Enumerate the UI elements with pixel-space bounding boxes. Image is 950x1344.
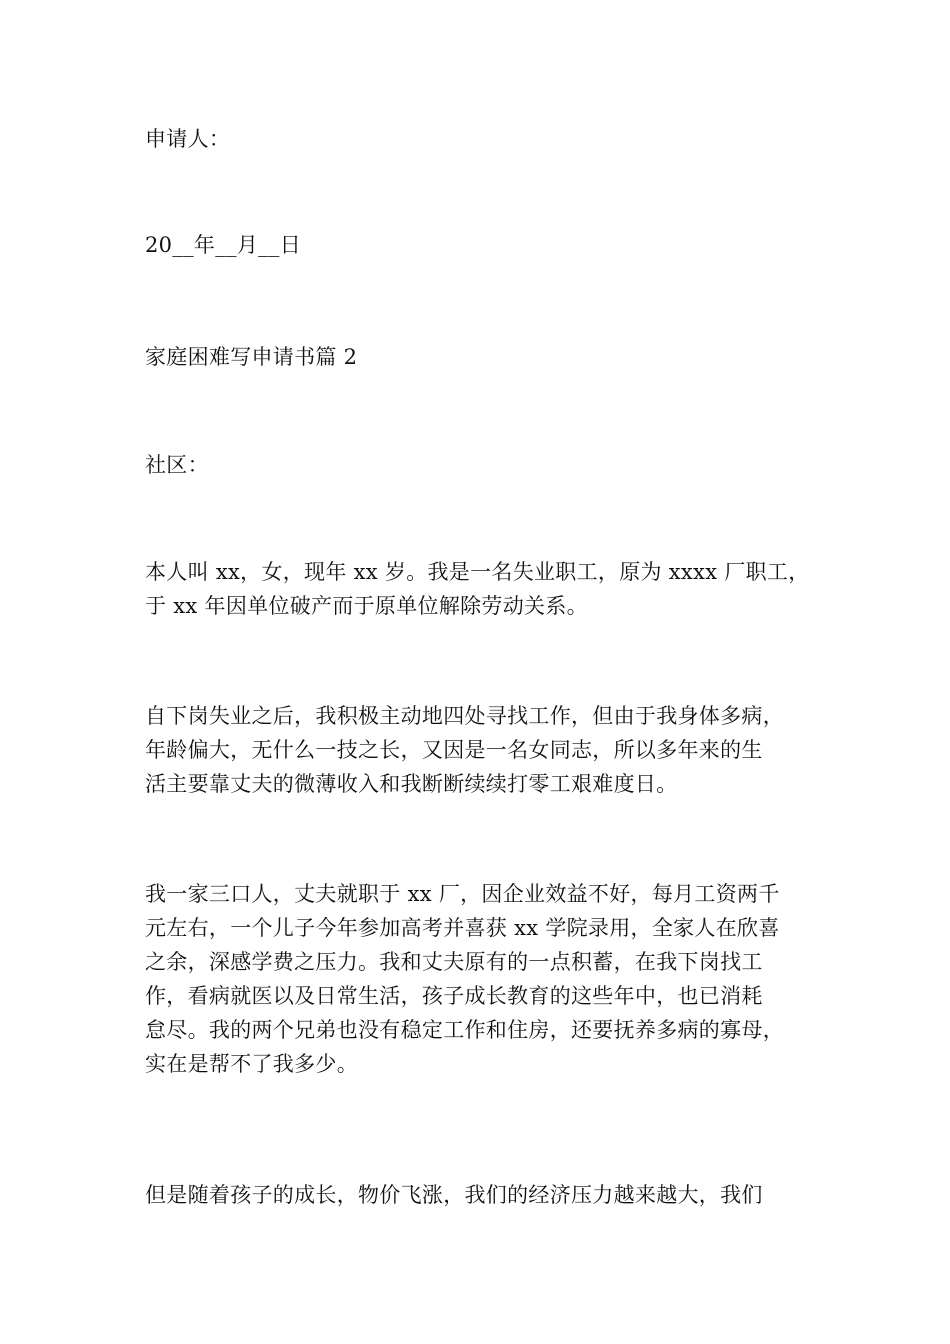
text-line: 实在是帮不了我多少。 — [145, 1052, 358, 1076]
paragraph-1 — [145, 555, 815, 623]
paragraph-3 — [145, 877, 815, 1081]
section-title — [145, 340, 815, 374]
text-line: 活主要靠丈夫的微薄收入和我断断续续打零工艰难度日。 — [145, 772, 678, 796]
text-line: 元左右，一个儿子今年参加高考并喜获 xx 学院录用，全家人在欣喜 — [145, 916, 780, 940]
text-line: 20__年__月__日 — [145, 233, 302, 257]
text-line: 但是随着孩子的成长，物价飞涨，我们的经济压力越来越大，我们 — [145, 1183, 763, 1207]
text-line: 怠尽。我的两个兄弟也没有稳定工作和住房，还要抚养多病的寡母， — [145, 1018, 784, 1042]
text-line: 作，看病就医以及日常生活，孩子成长教育的这些年中，也已消耗 — [145, 984, 763, 1008]
applicant-label — [145, 122, 815, 156]
date-line — [145, 228, 815, 262]
paragraph-2 — [145, 699, 815, 801]
text-line: 我一家三口人，丈夫就职于 xx 厂，因企业效益不好，每月工资两千 — [145, 882, 780, 906]
text-line: 本人叫 xx，女，现年 xx 岁。我是一名失业职工，原为 xxxx 厂职工， — [145, 560, 810, 584]
text-line: 社区： — [145, 453, 209, 477]
text-line: 自下岗失业之后，我积极主动地四处寻找工作，但由于我身体多病， — [145, 704, 784, 728]
addressee — [145, 448, 815, 482]
text-line: 家庭困难写申请书篇 2 — [145, 345, 358, 369]
text-line: 于 xx 年因单位破产而于原单位解除劳动关系。 — [145, 594, 588, 618]
text-line: 之余，深感学费之压力。我和丈夫原有的一点积蓄，在我下岗找工 — [145, 950, 763, 974]
paragraph-4 — [145, 1178, 815, 1212]
text-line: 年龄偏大，无什么一技之长，又因是一名女同志，所以多年来的生 — [145, 738, 763, 762]
text-line: 申请人： — [145, 127, 231, 151]
